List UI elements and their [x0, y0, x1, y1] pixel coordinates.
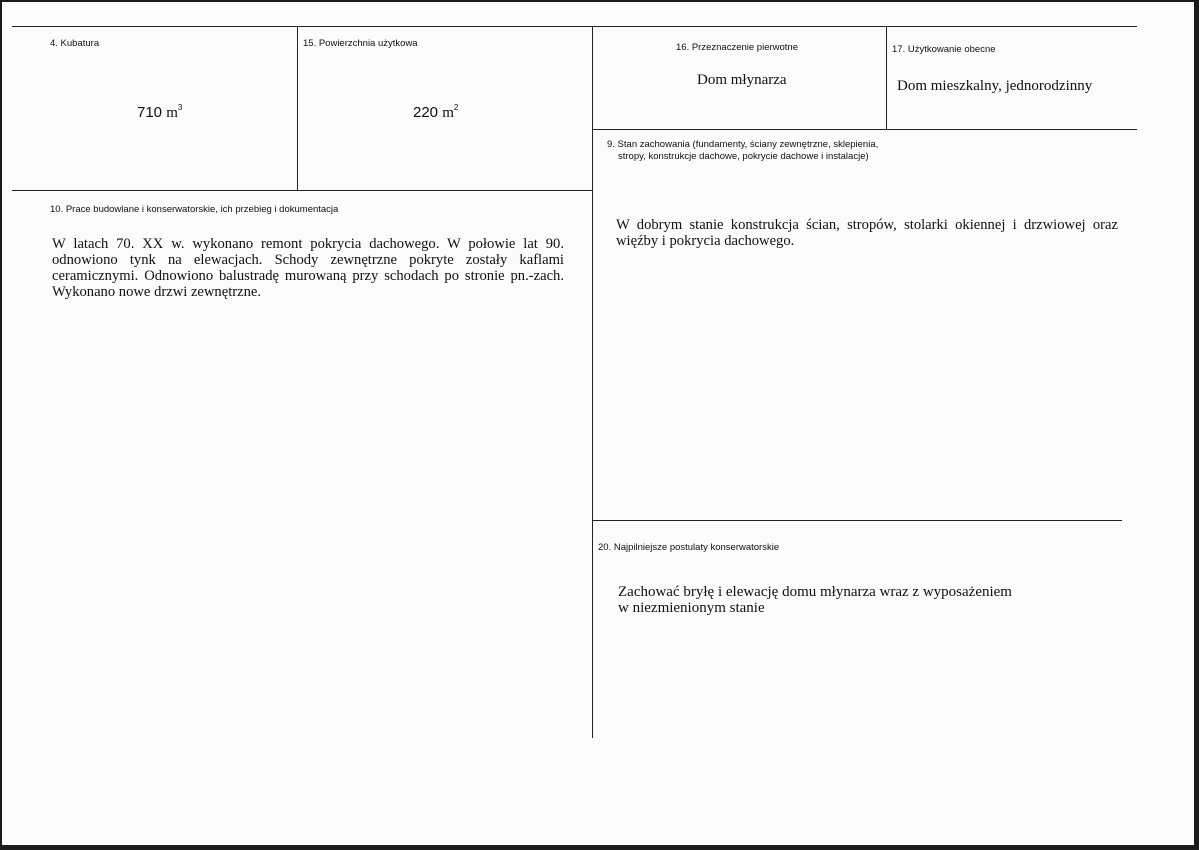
- postulaty-line2: w niezmienionym stanie: [618, 600, 765, 616]
- postulaty-label: 20. Najpilniejsze postulaty konserwatorskie: [598, 542, 780, 553]
- rule-under-4-15: [12, 190, 592, 191]
- przeznaczenie-value: Dom młynarza: [697, 72, 787, 88]
- uzytkowanie-value: Dom mieszkalny, jednorodzinny: [897, 78, 1093, 94]
- divider-kubatura: [297, 26, 298, 191]
- rule-under-16-17: [592, 129, 1137, 130]
- record-card: [2, 2, 1194, 845]
- kubatura-number: 710: [137, 104, 163, 121]
- postulaty-line1: Zachować bryłę i elewację domu młynarza wraz z wyposażeniem: [618, 584, 1012, 600]
- rule-above-20: [592, 520, 1122, 521]
- kubatura-value: [137, 104, 182, 122]
- powierzchnia-number: 220: [413, 104, 439, 121]
- uzytkowanie-label: 17. Użytkowanie obecne: [892, 44, 996, 55]
- divider-center: [592, 26, 593, 738]
- powierzchnia-label: 15. Powierzchnia użytkowa: [303, 38, 418, 49]
- top-rule: [12, 26, 1137, 27]
- divider-uzytkowanie: [886, 26, 887, 129]
- powierzchnia-value: [413, 104, 458, 122]
- powierzchnia-unit: m: [442, 105, 454, 121]
- kubatura-unit: m: [166, 105, 178, 121]
- prace-label: 10. Prace budowlane i konserwatorskie, ich przebieg i dokumentacja: [50, 204, 339, 215]
- prace-text: W latach 70. XX w. wykonano remont pokrycia dachowego. W połowie lat 90. odnowiono tynk na elewacjach. Schody zewnętrzne pokryte zostały kaflami ceramicznymi. Odnowiono balustradę murowaną przy schodach po stronie pn.-zach. Wykonano nowe drzwi zewnętrzne.: [52, 236, 564, 300]
- stan-text: W dobrym stanie konstrukcja ścian, stropów, stolarki okiennej i drzwiowej oraz więźby i pokrycia dachowego.: [616, 217, 1118, 249]
- kubatura-label: 4. Kubatura: [50, 38, 100, 49]
- powierzchnia-exponent: 2: [453, 103, 459, 112]
- kubatura-exponent: 3: [177, 103, 183, 112]
- stan-label-line2: stropy, konstrukcje dachowe, pokrycie dachowe i instalacje): [618, 151, 869, 162]
- stan-label-line1: 9. Stan zachowania (fundamenty, ściany zewnętrzne, sklepienia,: [607, 139, 879, 150]
- przeznaczenie-label: 16. Przeznaczenie pierwotne: [676, 42, 798, 53]
